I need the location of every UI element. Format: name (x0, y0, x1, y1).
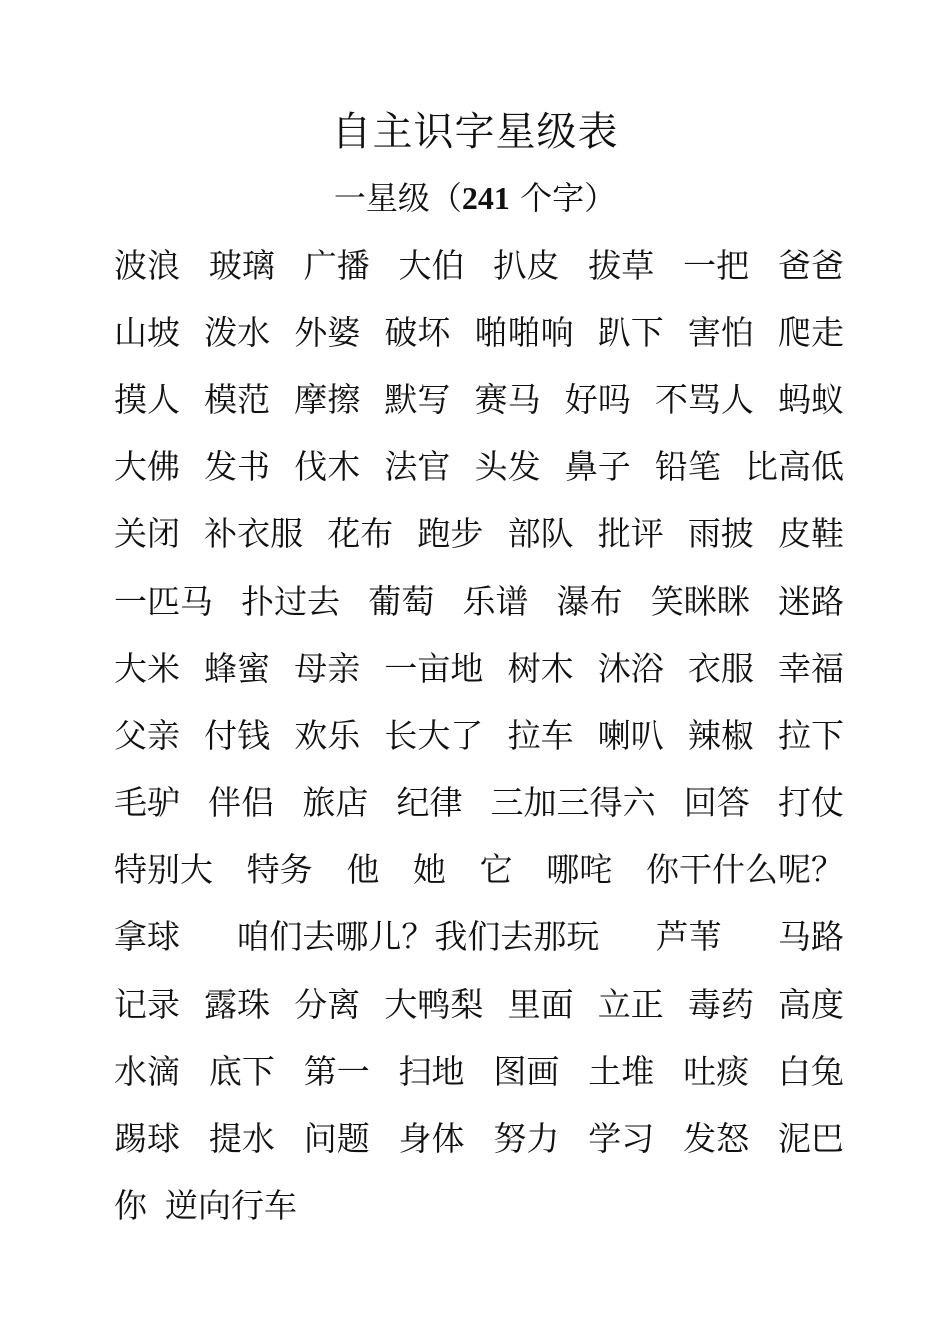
word-item: 铅笔 (654, 447, 721, 487)
word-item: 你干什么呢？ (645, 850, 844, 890)
word-item: 分离 (294, 984, 361, 1024)
word-item: 爸爸 (777, 245, 844, 285)
word-item: 树木 (507, 648, 574, 688)
word-line (114, 366, 844, 433)
subtitle-prefix: 一星级（ (333, 179, 462, 217)
word-item: 瀑布 (556, 581, 623, 621)
word-item: 扫地 (398, 1051, 465, 1091)
word-item: 白兔 (777, 1051, 844, 1091)
word-line (114, 1105, 844, 1172)
word-line (114, 434, 844, 501)
word-item: 发书 (204, 447, 271, 487)
word-line (114, 1038, 844, 1105)
word-item: 欢乐 (294, 715, 361, 755)
word-item: 扑过去 (241, 581, 341, 621)
word-item: 啪啪响 (474, 312, 574, 352)
word-line (114, 971, 844, 1038)
word-item: 迷路 (777, 581, 844, 621)
word-item: 花布 (327, 514, 394, 554)
word-item: 立正 (597, 984, 664, 1024)
word-line (114, 568, 844, 635)
word-item: 大米 (114, 648, 180, 688)
word-item: 伴侣 (208, 783, 275, 823)
word-item: 关闭 (114, 514, 180, 554)
word-item: 山坡 (114, 312, 180, 352)
word-item: 拿球 (114, 917, 180, 957)
word-item: 第一 (303, 1051, 370, 1091)
word-item: 打仗 (777, 783, 844, 823)
word-item: 大鸭梨 (384, 984, 484, 1024)
word-item: 皮鞋 (777, 514, 844, 554)
word-item: 大伯 (398, 245, 465, 285)
subtitle-count: 241 (461, 180, 510, 216)
word-item: 三加三得六 (490, 783, 656, 823)
word-item: 爬走 (777, 312, 844, 352)
word-item: 外婆 (294, 312, 361, 352)
word-item: 赛马 (474, 379, 541, 419)
word-item: 你 (114, 1186, 147, 1226)
word-item: 破坏 (384, 312, 451, 352)
word-item: 波浪 (114, 245, 180, 285)
word-item: 毒药 (687, 984, 754, 1024)
word-item: 伐木 (294, 447, 361, 487)
word-item: 玻璃 (208, 245, 275, 285)
word-item: 乐谱 (462, 581, 529, 621)
word-item: 衣服 (687, 648, 754, 688)
word-item: 母亲 (294, 648, 361, 688)
word-item: 拔草 (588, 245, 655, 285)
word-item: 高度 (777, 984, 844, 1024)
word-item: 土堆 (588, 1051, 655, 1091)
word-item: 问题 (303, 1119, 370, 1159)
word-item: 露珠 (204, 984, 271, 1024)
word-line (114, 904, 844, 971)
word-item: 泼水 (204, 312, 271, 352)
word-item: 逆向行车 (165, 1186, 297, 1226)
word-item: 里面 (507, 984, 574, 1024)
word-item: 发怒 (683, 1119, 750, 1159)
word-item: 学习 (588, 1119, 655, 1159)
word-item: 幸福 (777, 648, 844, 688)
word-item: 害怕 (687, 312, 754, 352)
word-item: 摩擦 (294, 379, 361, 419)
word-item: 广播 (303, 245, 370, 285)
word-item: 水滴 (114, 1051, 180, 1091)
subtitle-suffix: 个字） (509, 179, 617, 217)
word-line (114, 635, 844, 702)
word-item: 跑步 (417, 514, 484, 554)
word-item: 笑眯眯 (650, 581, 750, 621)
word-line (114, 299, 844, 366)
page-subtitle (0, 174, 950, 222)
word-line (114, 232, 844, 299)
word-line (114, 501, 844, 568)
word-item: 大佛 (114, 447, 180, 487)
word-item: 头发 (474, 447, 541, 487)
word-item: 它 (479, 850, 513, 890)
word-item: 拉车 (507, 715, 574, 755)
word-item: 身体 (398, 1119, 465, 1159)
word-line (114, 1173, 844, 1240)
word-item: 辣椒 (687, 715, 754, 755)
word-item: 特务 (246, 850, 313, 890)
word-item: 好吗 (564, 379, 631, 419)
word-item: 泥巴 (777, 1119, 844, 1159)
word-line (114, 702, 844, 769)
word-item: 底下 (208, 1051, 275, 1091)
word-item: 父亲 (114, 715, 180, 755)
word-item: 图画 (493, 1051, 560, 1091)
word-item: 喇叭 (597, 715, 664, 755)
word-item: 努力 (493, 1119, 560, 1159)
word-item: 拉下 (777, 715, 844, 755)
word-item: 一把 (683, 245, 750, 285)
word-line (114, 770, 844, 837)
word-item: 法官 (384, 447, 451, 487)
page-title: 自主识字星级表 (331, 109, 619, 155)
word-item: 长大了 (384, 715, 484, 755)
word-item: 摸人 (114, 379, 180, 419)
word-item: 毛驴 (114, 783, 180, 823)
word-item: 鼻子 (564, 447, 631, 487)
word-item: 一亩地 (384, 648, 484, 688)
word-item: 付钱 (204, 715, 271, 755)
word-item: 模范 (204, 379, 271, 419)
word-item: 蜂蜜 (204, 648, 271, 688)
word-item: 特别大 (114, 850, 213, 890)
word-item: 她 (412, 850, 446, 890)
word-item: 吐痰 (683, 1051, 750, 1091)
word-item: 沐浴 (597, 648, 664, 688)
word-item: 不骂人 (654, 379, 754, 419)
word-item: 部队 (507, 514, 574, 554)
word-item: 记录 (114, 984, 180, 1024)
word-item: 踢球 (114, 1119, 180, 1159)
word-item: 扒皮 (493, 245, 560, 285)
word-item: 补衣服 (204, 514, 304, 554)
word-item: 雨披 (687, 514, 754, 554)
word-item: 批评 (597, 514, 664, 554)
word-item: 旅店 (302, 783, 369, 823)
word-line (114, 837, 844, 904)
word-item: 芦苇 (655, 917, 722, 957)
word-item: 咱们去哪儿？我们去那玩 (236, 917, 600, 957)
word-item: 一匹马 (114, 581, 213, 621)
word-item: 蚂蚁 (777, 379, 844, 419)
word-item: 趴下 (597, 312, 664, 352)
word-item: 纪律 (396, 783, 463, 823)
word-item: 马路 (777, 917, 844, 957)
word-item: 提水 (208, 1119, 275, 1159)
word-item: 哪咤 (546, 850, 613, 890)
word-item: 回答 (683, 783, 750, 823)
word-list (114, 232, 844, 1240)
word-item: 比高低 (744, 447, 844, 487)
word-item: 他 (346, 850, 380, 890)
word-item: 默写 (384, 379, 451, 419)
word-item: 葡萄 (368, 581, 435, 621)
